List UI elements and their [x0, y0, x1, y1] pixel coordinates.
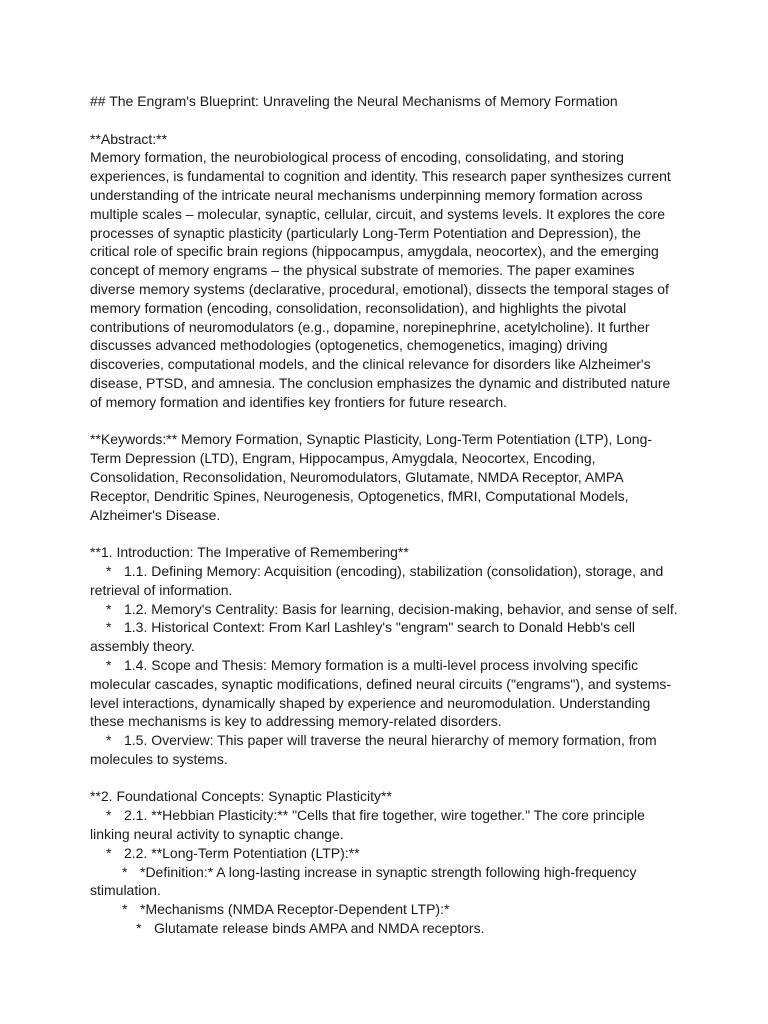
list-item-text: 2.1. **Hebbian Plasticity:** "Cells that fire together, wire together." The core principle linking neural activity to synaptic change.	[90, 807, 645, 843]
sub-sub-list-item	[90, 919, 680, 938]
abstract-heading: **Abstract:**	[90, 130, 168, 147]
list-item	[90, 731, 680, 769]
spacer	[90, 524, 680, 543]
bullet-marker: *	[106, 656, 112, 673]
list-item-text: 1.2. Memory's Centrality: Basis for learning, decision-making, behavior, and sense of self.	[124, 600, 678, 617]
document-title: ## The Engram's Blueprint: Unraveling the Neural Mechanisms of Memory Formation	[90, 93, 618, 109]
list-item-text: 1.1. Defining Memory: Acquisition (encoding), stabilization (consolidation), storage, and retrieval of information.	[90, 562, 664, 598]
list-item	[90, 562, 680, 600]
section-2-heading: **2. Foundational Concepts: Synaptic Plasticity**	[90, 788, 392, 805]
bullet-marker: *	[106, 807, 112, 824]
list-item	[90, 844, 680, 863]
list-item-text: 1.4. Scope and Thesis: Memory formation is a multi-level process involving specific molecular cascades, synaptic modifications, defined neural circuits ("engrams"), and systems-level interactions, dynamically shaped by experience and neuromodulation. Understanding these mechanisms is key to addressing memory-related disorders.	[90, 656, 672, 730]
list-item-text: *Mechanisms (NMDA Receptor-Dependent LTP):*	[140, 901, 450, 918]
bullet-marker: *	[106, 600, 112, 617]
list-item-text: 2.2. **Long-Term Potentiation (LTP):**	[124, 844, 360, 861]
bullet-marker: *	[136, 920, 142, 937]
document-body	[90, 92, 680, 938]
list-item	[90, 806, 680, 844]
section-1-heading: **1. Introduction: The Imperative of Remembering**	[90, 544, 409, 561]
bullet-marker: *	[106, 732, 112, 749]
bullet-marker: *	[106, 844, 112, 861]
keywords-label: **Keywords:**	[90, 431, 178, 448]
keywords-text: Memory Formation, Synaptic Plasticity, Long-Term Potentiation (LTP), Long-Term Depression (LTD), Engram, Hippocampus, Amygdala, Neocortex, Encoding, Consolidation, Reconsolidation, Neuromodulators, Glutamate, NMDA Receptor, AMPA Receptor, Dendritic Spines, Neurogenesis, Optogenetics, fMRI, Computational Models, Alzheimer's Disease.	[90, 431, 653, 523]
list-item-text: 1.5. Overview: This paper will traverse the neural hierarchy of memory formation, from molecules to systems.	[90, 732, 657, 767]
bullet-marker: *	[122, 901, 128, 918]
bullet-marker: *	[122, 863, 128, 880]
abstract-body: Memory formation, the neurobiological process of encoding, consolidating, and storing experiences, is fundamental to cognition and identity. This research paper synthesizes current understanding of the intricate neural mechanisms underpinning memory formation across multiple scales – molecular, synaptic, cellular, circuit, and systems levels. It explores the core processes of synaptic plasticity (particularly Long-Term Potentiation and Depression), the critical role of specific brain regions (hippocampus, amygdala, neocortex), and the emerging concept of memory engrams – the physical substrate of memories. The paper examines diverse memory systems (declarative, procedural, emotional), dissects the temporal stages of memory formation (encoding, consolidation, reconsolidation), and highlights the pivotal contributions of neuromodulators (e.g., dopamine, norepinephrine, acetylcholine). It further discusses advanced methodologies (optogenetics, chemogenetics, imaging) driving discoveries, computational models, and the clinical relevance for disorders like Alzheimer's disease, PTSD, and amnesia. The conclusion emphasizes the dynamic and distributed nature of memory formation and identifies key frontiers for future research.	[90, 149, 671, 410]
bullet-marker: *	[106, 619, 112, 636]
keywords-paragraph	[90, 430, 680, 524]
list-item-text: 1.3. Historical Context: From Karl Lashley's "engram" search to Donald Hebb's cell assembly theory.	[90, 619, 635, 655]
list-item-text: *Definition:* A long-lasting increase in synaptic strength following high-frequency stimulation.	[90, 863, 637, 899]
list-item	[90, 600, 680, 619]
list-item	[90, 618, 680, 656]
sub-list-item	[90, 863, 680, 901]
spacer	[90, 412, 680, 431]
spacer	[90, 111, 680, 130]
spacer	[90, 769, 680, 788]
bullet-marker: *	[106, 562, 112, 579]
sub-list-item	[90, 900, 680, 919]
list-item-text: Glutamate release binds AMPA and NMDA receptors.	[154, 920, 485, 937]
list-item	[90, 656, 680, 731]
